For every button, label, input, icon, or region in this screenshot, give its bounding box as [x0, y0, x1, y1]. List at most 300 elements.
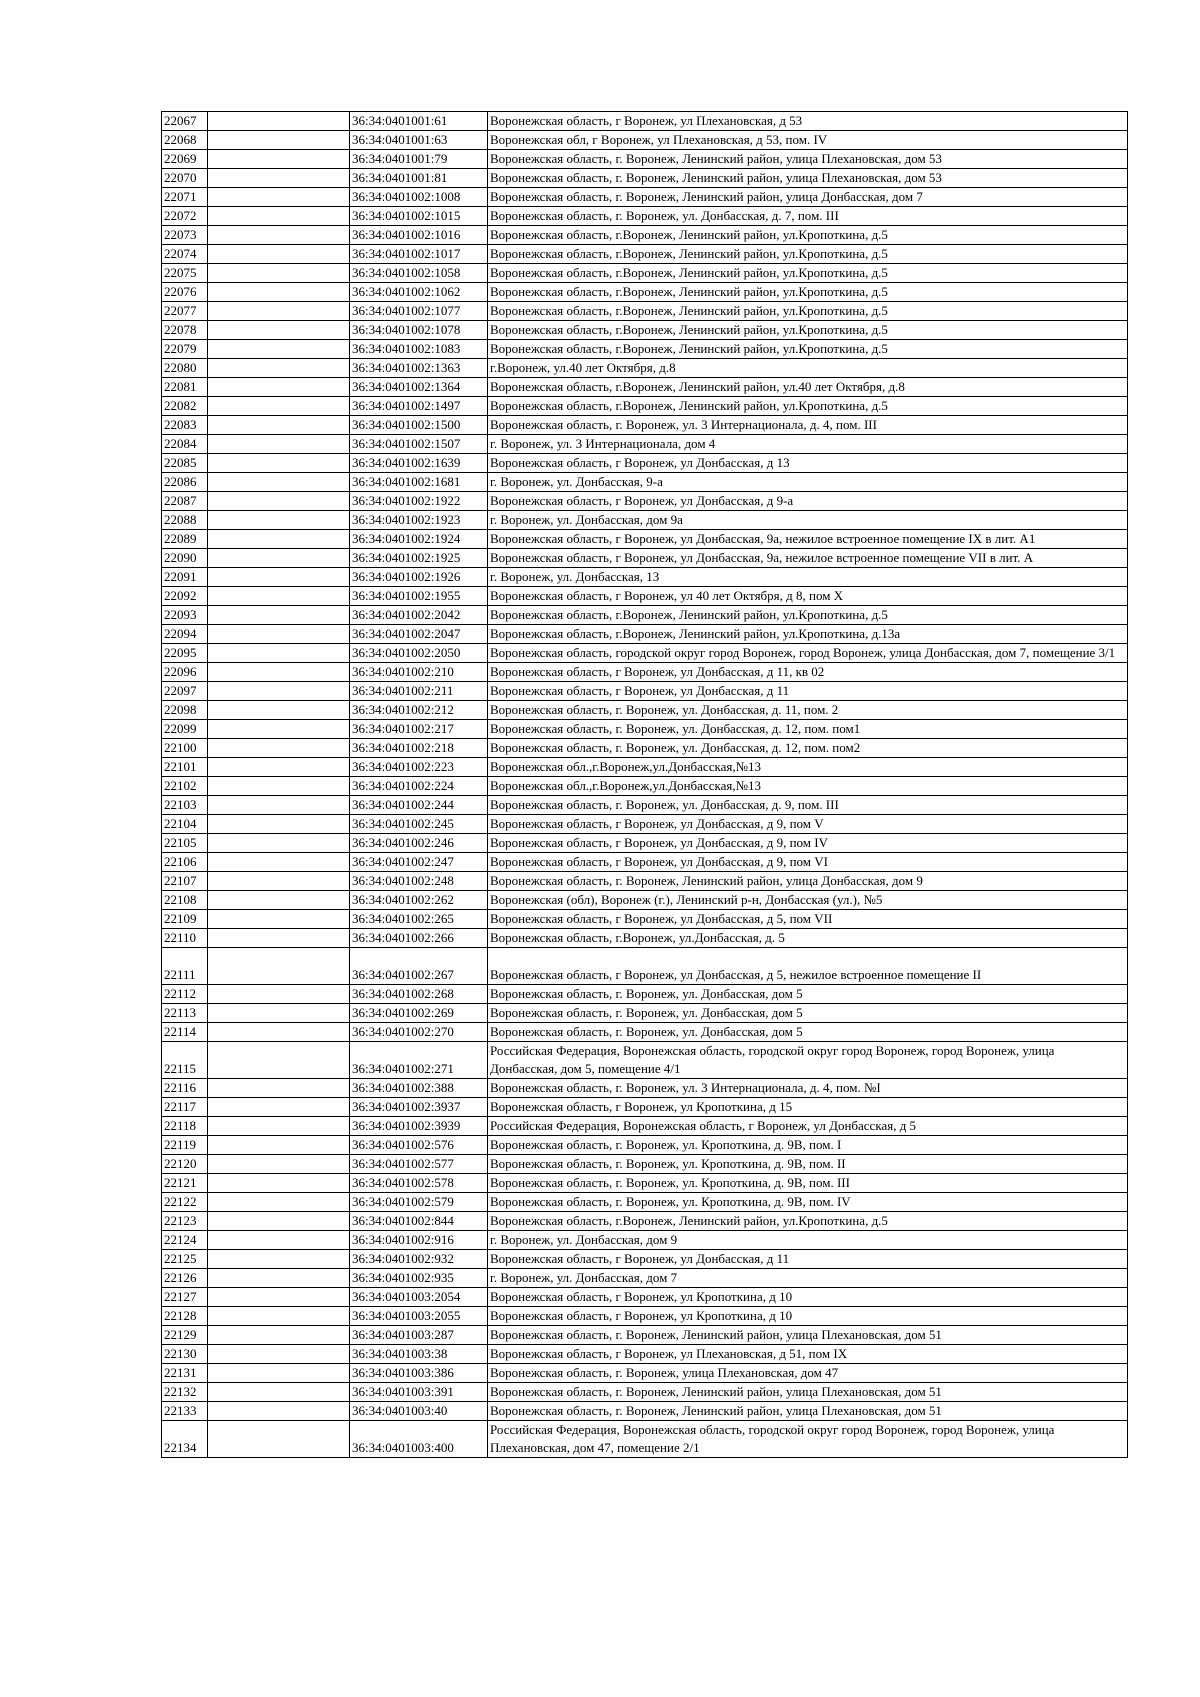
cadastral-number-cell: 36:34:0401002:1016: [350, 226, 488, 245]
address-cell: Воронежская область, г Воронеж, ул Донбасская, 9а, нежилое встроенное помещение VII в лит. А: [488, 549, 1128, 568]
table-row: [162, 359, 1128, 378]
address-cell: Российская Федерация, Воронежская область, г Воронеж, ул Донбасская, д 5: [488, 1117, 1128, 1136]
table-row: [162, 131, 1128, 150]
table-row: [162, 511, 1128, 530]
empty-cell: [208, 1212, 350, 1231]
cadastral-number-cell: 36:34:0401002:844: [350, 1212, 488, 1231]
cadastral-number-cell: 36:34:0401002:211: [350, 682, 488, 701]
table-row: [162, 720, 1128, 739]
row-number-cell: 22101: [162, 758, 208, 777]
row-number-cell: 22080: [162, 359, 208, 378]
empty-cell: [208, 1402, 350, 1421]
address-cell: Воронежская область, г Воронеж, ул Донбасская, д 5, пом VII: [488, 910, 1128, 929]
row-number-cell: 22110: [162, 929, 208, 948]
cadastral-number-cell: 36:34:0401002:1922: [350, 492, 488, 511]
address-cell: г. Воронеж, ул. Донбасская, 9-а: [488, 473, 1128, 492]
cadastral-number-cell: 36:34:0401002:935: [350, 1269, 488, 1288]
table-row: [162, 1402, 1128, 1421]
table-row: [162, 701, 1128, 720]
empty-cell: [208, 701, 350, 720]
address-cell: Воронежская область, г. Воронеж, ул. Кропоткина, д. 9В, пом. III: [488, 1174, 1128, 1193]
row-number-cell: 22095: [162, 644, 208, 663]
row-number-cell: 22076: [162, 283, 208, 302]
row-number-cell: 22124: [162, 1231, 208, 1250]
empty-cell: [208, 1364, 350, 1383]
empty-cell: [208, 302, 350, 321]
table-row: [162, 606, 1128, 625]
row-number-cell: 22084: [162, 435, 208, 454]
empty-cell: [208, 530, 350, 549]
empty-cell: [208, 435, 350, 454]
address-cell: Воронежская область, г. Воронеж, ул. 3 Интернационала, д. 4, пом. III: [488, 416, 1128, 435]
cadastral-number-cell: 36:34:0401002:1955: [350, 587, 488, 606]
cadastral-number-cell: 36:34:0401002:224: [350, 777, 488, 796]
table-row: [162, 739, 1128, 758]
empty-cell: [208, 587, 350, 606]
address-cell: Воронежская область, г Воронеж, ул Донбасская, д 9, пом VI: [488, 853, 1128, 872]
table-row: [162, 815, 1128, 834]
empty-cell: [208, 1174, 350, 1193]
row-number-cell: 22108: [162, 891, 208, 910]
row-number-cell: 22104: [162, 815, 208, 834]
address-cell: Воронежская область, г. Воронеж, ул. Донбасская, д. 7, пом. III: [488, 207, 1128, 226]
empty-cell: [208, 929, 350, 948]
row-number-cell: 22091: [162, 568, 208, 587]
row-number-cell: 22122: [162, 1193, 208, 1212]
table-row: [162, 1155, 1128, 1174]
row-number-cell: 22092: [162, 587, 208, 606]
address-cell: г. Воронеж, ул. Донбасская, дом 9а: [488, 511, 1128, 530]
address-cell: Воронежская область, г.Воронеж, Ленинский район, ул.Кропоткина, д.5: [488, 226, 1128, 245]
table-row: [162, 625, 1128, 644]
address-cell: Воронежская область, г.Воронеж, Ленинский район, ул.Кропоткина, д.5: [488, 340, 1128, 359]
cadastral-number-cell: 36:34:0401002:244: [350, 796, 488, 815]
table-row: [162, 492, 1128, 511]
address-cell: Воронежская область, г. Воронеж, Ленинский район, улица Плехановская, дом 51: [488, 1383, 1128, 1402]
row-number-cell: 22073: [162, 226, 208, 245]
address-cell: Воронежская область, г Воронеж, ул Кропоткина, д 15: [488, 1098, 1128, 1117]
address-cell: Российская Федерация, Воронежская область, городской округ город Воронеж, город Воронеж, улица Плехановская, дом 47, помещение 2/1: [488, 1421, 1128, 1458]
row-number-cell: 22089: [162, 530, 208, 549]
cadastral-number-cell: 36:34:0401002:266: [350, 929, 488, 948]
empty-cell: [208, 815, 350, 834]
row-number-cell: 22083: [162, 416, 208, 435]
cadastral-number-cell: 36:34:0401001:61: [350, 112, 488, 131]
cadastral-number-cell: 36:34:0401002:269: [350, 1004, 488, 1023]
table-row: [162, 340, 1128, 359]
address-cell: Воронежская (обл), Воронеж (г.), Ленинский р-н, Донбасская (ул.), №5: [488, 891, 1128, 910]
address-cell: Воронежская область, г. Воронеж, Ленинский район, улица Плехановская, дом 53: [488, 169, 1128, 188]
empty-cell: [208, 207, 350, 226]
empty-cell: [208, 226, 350, 245]
table-row: [162, 758, 1128, 777]
row-number-cell: 22123: [162, 1212, 208, 1231]
row-number-cell: 22099: [162, 720, 208, 739]
empty-cell: [208, 796, 350, 815]
address-cell: Воронежская область, г Воронеж, ул Донбасская, д 9, пом IV: [488, 834, 1128, 853]
address-cell: Воронежская область, г. Воронеж, улица Плехановская, дом 47: [488, 1364, 1128, 1383]
cadastral-number-cell: 36:34:0401002:932: [350, 1250, 488, 1269]
cadastral-number-cell: 36:34:0401002:1500: [350, 416, 488, 435]
row-number-cell: 22111: [162, 948, 208, 985]
table-row: [162, 1421, 1128, 1458]
empty-cell: [208, 549, 350, 568]
row-number-cell: 22085: [162, 454, 208, 473]
table-row: [162, 1250, 1128, 1269]
address-cell: Воронежская область, г Воронеж, ул Плехановская, д 53: [488, 112, 1128, 131]
empty-cell: [208, 1383, 350, 1402]
empty-cell: [208, 1269, 350, 1288]
table-row: [162, 1193, 1128, 1212]
row-number-cell: 22077: [162, 302, 208, 321]
row-number-cell: 22109: [162, 910, 208, 929]
table-row: [162, 454, 1128, 473]
table-row: [162, 321, 1128, 340]
table-row: [162, 663, 1128, 682]
row-number-cell: 22131: [162, 1364, 208, 1383]
empty-cell: [208, 625, 350, 644]
address-cell: Воронежская область, г.Воронеж, Ленинский район, ул.Кропоткина, д.5: [488, 1212, 1128, 1231]
table-row: [162, 1383, 1128, 1402]
row-number-cell: 22096: [162, 663, 208, 682]
row-number-cell: 22133: [162, 1402, 208, 1421]
cadastral-number-cell: 36:34:0401001:81: [350, 169, 488, 188]
address-cell: Воронежская область, г.Воронеж, Ленинский район, ул.Кропоткина, д.5: [488, 245, 1128, 264]
cadastral-number-cell: 36:34:0401002:2047: [350, 625, 488, 644]
address-cell: Воронежская область, г. Воронеж, Ленинский район, улица Донбасская, дом 9: [488, 872, 1128, 891]
table-row: [162, 473, 1128, 492]
cadastral-number-cell: 36:34:0401002:1926: [350, 568, 488, 587]
row-number-cell: 22088: [162, 511, 208, 530]
address-cell: г. Воронеж, ул. Донбасская, 13: [488, 568, 1128, 587]
empty-cell: [208, 511, 350, 530]
table-row: [162, 1098, 1128, 1117]
table-row: [162, 1212, 1128, 1231]
empty-cell: [208, 169, 350, 188]
empty-cell: [208, 321, 350, 340]
address-cell: Воронежская область, г. Воронеж, ул. 3 Интернационала, д. 4, пом. №I: [488, 1079, 1128, 1098]
table-row: [162, 1231, 1128, 1250]
address-cell: Воронежская область, г Воронеж, ул Донбасская, д 9, пом V: [488, 815, 1128, 834]
cadastral-number-cell: 36:34:0401002:245: [350, 815, 488, 834]
cadastral-number-cell: 36:34:0401002:248: [350, 872, 488, 891]
row-number-cell: 22116: [162, 1079, 208, 1098]
address-cell: Воронежская область, г Воронеж, ул Донбасская, д 11: [488, 682, 1128, 701]
table-row: [162, 1364, 1128, 1383]
row-number-cell: 22120: [162, 1155, 208, 1174]
address-cell: Воронежская область, г.Воронеж, Ленинский район, ул.Кропоткина, д.5: [488, 606, 1128, 625]
address-cell: Воронежская область, г.Воронеж, Ленинский район, ул.Кропоткина, д.5: [488, 283, 1128, 302]
empty-cell: [208, 359, 350, 378]
cadastral-number-cell: 36:34:0401002:218: [350, 739, 488, 758]
empty-cell: [208, 283, 350, 302]
address-cell: Воронежская область, г.Воронеж, Ленинский район, ул.Кропоткина, д.5: [488, 302, 1128, 321]
empty-cell: [208, 1155, 350, 1174]
empty-cell: [208, 1421, 350, 1458]
cadastral-number-cell: 36:34:0401002:247: [350, 853, 488, 872]
row-number-cell: 22074: [162, 245, 208, 264]
table-row: [162, 264, 1128, 283]
empty-cell: [208, 1193, 350, 1212]
row-number-cell: 22072: [162, 207, 208, 226]
cadastral-number-cell: 36:34:0401002:1008: [350, 188, 488, 207]
empty-cell: [208, 416, 350, 435]
table-row: [162, 891, 1128, 910]
table-row: [162, 948, 1128, 985]
cadastral-number-cell: 36:34:0401002:210: [350, 663, 488, 682]
table-row: [162, 796, 1128, 815]
address-cell: Воронежская область, г Воронеж, ул Кропоткина, д 10: [488, 1288, 1128, 1307]
row-number-cell: 22078: [162, 321, 208, 340]
table-row: [162, 587, 1128, 606]
cadastral-number-cell: 36:34:0401002:217: [350, 720, 488, 739]
address-cell: Воронежская область, г. Воронеж, ул. Донбасская, дом 5: [488, 1004, 1128, 1023]
empty-cell: [208, 1307, 350, 1326]
cadastral-number-cell: 36:34:0401002:1077: [350, 302, 488, 321]
empty-cell: [208, 1326, 350, 1345]
cadastral-number-cell: 36:34:0401002:1925: [350, 549, 488, 568]
empty-cell: [208, 644, 350, 663]
row-number-cell: 22112: [162, 985, 208, 1004]
row-number-cell: 22125: [162, 1250, 208, 1269]
cadastral-number-cell: 36:34:0401002:246: [350, 834, 488, 853]
table-row: [162, 1136, 1128, 1155]
empty-cell: [208, 910, 350, 929]
address-cell: Воронежская область, г. Воронеж, Ленинский район, улица Плехановская, дом 53: [488, 150, 1128, 169]
cadastral-number-cell: 36:34:0401002:1062: [350, 283, 488, 302]
address-cell: Воронежская область, г. Воронеж, Ленинский район, улица Плехановская, дом 51: [488, 1326, 1128, 1345]
cadastral-number-cell: 36:34:0401002:576: [350, 1136, 488, 1155]
table-row: [162, 150, 1128, 169]
cadastral-number-cell: 36:34:0401003:38: [350, 1345, 488, 1364]
cadastral-number-cell: 36:34:0401002:2042: [350, 606, 488, 625]
row-number-cell: 22106: [162, 853, 208, 872]
row-number-cell: 22118: [162, 1117, 208, 1136]
address-cell: Воронежская область, г Воронеж, ул Донбасская, д 13: [488, 454, 1128, 473]
cadastral-number-cell: 36:34:0401002:262: [350, 891, 488, 910]
row-number-cell: 22071: [162, 188, 208, 207]
row-number-cell: 22100: [162, 739, 208, 758]
row-number-cell: 22082: [162, 397, 208, 416]
cadastral-number-cell: 36:34:0401002:1017: [350, 245, 488, 264]
cadastral-number-cell: 36:34:0401002:578: [350, 1174, 488, 1193]
empty-cell: [208, 1250, 350, 1269]
address-cell: Воронежская область, г. Воронеж, ул. Кропоткина, д. 9В, пом. II: [488, 1155, 1128, 1174]
cadastral-number-cell: 36:34:0401002:1924: [350, 530, 488, 549]
address-cell: Воронежская область, г Воронеж, ул Донбасская, 9а, нежилое встроенное помещение IX в лит. А1: [488, 530, 1128, 549]
table-row: [162, 1269, 1128, 1288]
address-cell: Воронежская область, г Воронеж, ул Кропоткина, д 10: [488, 1307, 1128, 1326]
cadastral-number-cell: 36:34:0401002:577: [350, 1155, 488, 1174]
table-row: [162, 416, 1128, 435]
row-number-cell: 22134: [162, 1421, 208, 1458]
empty-cell: [208, 1288, 350, 1307]
cadastral-number-cell: 36:34:0401002:268: [350, 985, 488, 1004]
cadastral-number-cell: 36:34:0401002:3939: [350, 1117, 488, 1136]
cadastral-number-cell: 36:34:0401002:212: [350, 701, 488, 720]
row-number-cell: 22113: [162, 1004, 208, 1023]
table-row: [162, 1345, 1128, 1364]
row-number-cell: 22119: [162, 1136, 208, 1155]
row-number-cell: 22094: [162, 625, 208, 644]
address-cell: Воронежская обл.,г.Воронеж,ул.Донбасская,№13: [488, 777, 1128, 796]
address-cell: Воронежская область, г.Воронеж, Ленинский район, ул.Кропоткина, д.5: [488, 397, 1128, 416]
row-number-cell: 22126: [162, 1269, 208, 1288]
empty-cell: [208, 492, 350, 511]
cadastral-number-cell: 36:34:0401002:579: [350, 1193, 488, 1212]
address-cell: Воронежская область, г Воронеж, ул Донбасская, д 11: [488, 1250, 1128, 1269]
table-row: [162, 1174, 1128, 1193]
address-cell: Российская Федерация, Воронежская область, городской округ город Воронеж, город Воронеж, улица Донбасская, дом 5, помещение 4/1: [488, 1042, 1128, 1079]
cadastral-number-cell: 36:34:0401003:391: [350, 1383, 488, 1402]
cadastral-number-cell: 36:34:0401002:1639: [350, 454, 488, 473]
table-row: [162, 644, 1128, 663]
empty-cell: [208, 1079, 350, 1098]
address-cell: Воронежская область, г Воронеж, ул Донбасская, д 9-а: [488, 492, 1128, 511]
table-row: [162, 777, 1128, 796]
row-number-cell: 22121: [162, 1174, 208, 1193]
cadastral-number-cell: 36:34:0401002:3937: [350, 1098, 488, 1117]
row-number-cell: 22130: [162, 1345, 208, 1364]
cadastral-number-cell: 36:34:0401002:1507: [350, 435, 488, 454]
empty-cell: [208, 606, 350, 625]
address-cell: Воронежская область, городской округ город Воронеж, город Воронеж, улица Донбасская, дом 7, помещение 3/1: [488, 644, 1128, 663]
table-row: [162, 985, 1128, 1004]
table-row: [162, 872, 1128, 891]
address-cell: г. Воронеж, ул. Донбасская, дом 9: [488, 1231, 1128, 1250]
cadastral-number-cell: 36:34:0401001:63: [350, 131, 488, 150]
table-row: [162, 378, 1128, 397]
table-row: [162, 1307, 1128, 1326]
empty-cell: [208, 853, 350, 872]
cadastral-number-cell: 36:34:0401002:1364: [350, 378, 488, 397]
table-row: [162, 188, 1128, 207]
address-cell: Воронежская область, г Воронеж, ул Донбасская, д 11, кв 02: [488, 663, 1128, 682]
empty-cell: [208, 948, 350, 985]
row-number-cell: 22067: [162, 112, 208, 131]
empty-cell: [208, 340, 350, 359]
empty-cell: [208, 758, 350, 777]
row-number-cell: 22081: [162, 378, 208, 397]
table-row: [162, 207, 1128, 226]
row-number-cell: 22117: [162, 1098, 208, 1117]
empty-cell: [208, 264, 350, 283]
table-row: [162, 910, 1128, 929]
row-number-cell: 22127: [162, 1288, 208, 1307]
empty-cell: [208, 777, 350, 796]
address-cell: Воронежская область, г.Воронеж, Ленинский район, ул.Кропоткина, д.5: [488, 264, 1128, 283]
address-cell: Воронежская обл, г Воронеж, ул Плехановская, д 53, пом. IV: [488, 131, 1128, 150]
table-row: [162, 169, 1128, 188]
row-number-cell: 22103: [162, 796, 208, 815]
address-cell: Воронежская область, г. Воронеж, ул. Донбасская, дом 5: [488, 1023, 1128, 1042]
table-row: [162, 682, 1128, 701]
cadastral-number-cell: 36:34:0401001:79: [350, 150, 488, 169]
empty-cell: [208, 1345, 350, 1364]
row-number-cell: 22128: [162, 1307, 208, 1326]
address-cell: Воронежская область, г. Воронеж, ул. Донбасская, дом 5: [488, 985, 1128, 1004]
table-row: [162, 1079, 1128, 1098]
table-row: [162, 929, 1128, 948]
cadastral-number-cell: 36:34:0401002:1363: [350, 359, 488, 378]
address-cell: Воронежская область, г.Воронеж, Ленинский район, ул.40 лет Октября, д.8: [488, 378, 1128, 397]
address-cell: г. Воронеж, ул. Донбасская, дом 7: [488, 1269, 1128, 1288]
row-number-cell: 22090: [162, 549, 208, 568]
row-number-cell: 22097: [162, 682, 208, 701]
table-row: [162, 245, 1128, 264]
row-number-cell: 22102: [162, 777, 208, 796]
registry-table-body: [162, 112, 1128, 1458]
row-number-cell: 22107: [162, 872, 208, 891]
empty-cell: [208, 1136, 350, 1155]
address-cell: Воронежская область, г. Воронеж, ул. Донбасская, д. 11, пом. 2: [488, 701, 1128, 720]
address-cell: Воронежская область, г. Воронеж, ул. Кропоткина, д. 9В, пом. I: [488, 1136, 1128, 1155]
registry-table: [161, 111, 1128, 1458]
empty-cell: [208, 1042, 350, 1079]
address-cell: Воронежская область, г. Воронеж, ул. Донбасская, д. 12, пом. пом2: [488, 739, 1128, 758]
empty-cell: [208, 834, 350, 853]
address-cell: Воронежская область, г.Воронеж, Ленинский район, ул.Кропоткина, д.5: [488, 321, 1128, 340]
empty-cell: [208, 739, 350, 758]
cadastral-number-cell: 36:34:0401002:388: [350, 1079, 488, 1098]
row-number-cell: 22075: [162, 264, 208, 283]
row-number-cell: 22070: [162, 169, 208, 188]
cadastral-number-cell: 36:34:0401003:2054: [350, 1288, 488, 1307]
row-number-cell: 22114: [162, 1023, 208, 1042]
empty-cell: [208, 473, 350, 492]
address-cell: Воронежская область, г.Воронеж, ул.Донбасская, д. 5: [488, 929, 1128, 948]
table-row: [162, 112, 1128, 131]
row-number-cell: 22105: [162, 834, 208, 853]
table-row: [162, 549, 1128, 568]
address-cell: Воронежская область, г.Воронеж, Ленинский район, ул.Кропоткина, д.13а: [488, 625, 1128, 644]
address-cell: Воронежская область, г. Воронеж, ул. Донбасская, д. 9, пом. III: [488, 796, 1128, 815]
table-row: [162, 283, 1128, 302]
table-row: [162, 1042, 1128, 1079]
table-row: [162, 1288, 1128, 1307]
empty-cell: [208, 454, 350, 473]
cadastral-number-cell: 36:34:0401002:270: [350, 1023, 488, 1042]
cadastral-number-cell: 36:34:0401002:1058: [350, 264, 488, 283]
address-cell: г.Воронеж, ул.40 лет Октября, д.8: [488, 359, 1128, 378]
cadastral-number-cell: 36:34:0401003:386: [350, 1364, 488, 1383]
row-number-cell: 22069: [162, 150, 208, 169]
empty-cell: [208, 1098, 350, 1117]
empty-cell: [208, 891, 350, 910]
row-number-cell: 22098: [162, 701, 208, 720]
address-cell: Воронежская область, г Воронеж, ул 40 лет Октября, д 8, пом X: [488, 587, 1128, 606]
table-row: [162, 226, 1128, 245]
cadastral-number-cell: 36:34:0401002:1078: [350, 321, 488, 340]
table-row: [162, 853, 1128, 872]
row-number-cell: 22129: [162, 1326, 208, 1345]
empty-cell: [208, 720, 350, 739]
cadastral-number-cell: 36:34:0401002:267: [350, 948, 488, 985]
cadastral-number-cell: 36:34:0401002:1015: [350, 207, 488, 226]
empty-cell: [208, 245, 350, 264]
cadastral-number-cell: 36:34:0401002:1923: [350, 511, 488, 530]
address-cell: Воронежская обл.,г.Воронеж,ул.Донбасская,№13: [488, 758, 1128, 777]
table-row: [162, 302, 1128, 321]
table-row: [162, 397, 1128, 416]
cadastral-number-cell: 36:34:0401002:223: [350, 758, 488, 777]
empty-cell: [208, 872, 350, 891]
empty-cell: [208, 1023, 350, 1042]
row-number-cell: 22079: [162, 340, 208, 359]
empty-cell: [208, 397, 350, 416]
empty-cell: [208, 112, 350, 131]
row-number-cell: 22093: [162, 606, 208, 625]
